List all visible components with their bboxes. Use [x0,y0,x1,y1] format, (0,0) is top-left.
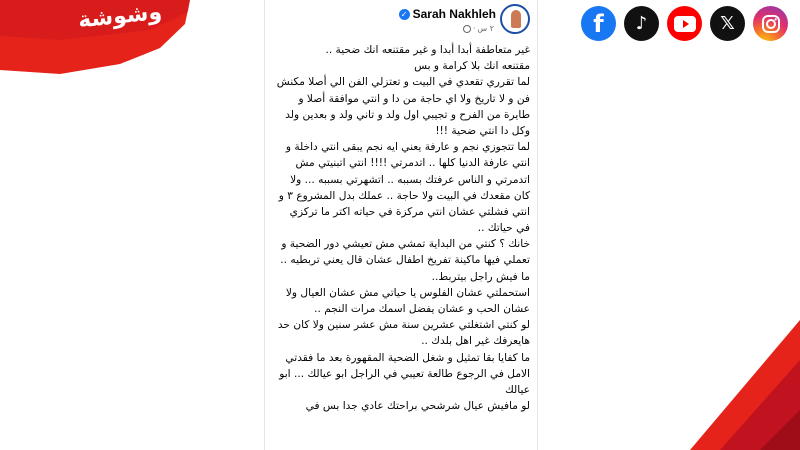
post-text-line: في حياتك .. [477,222,530,235]
post-meta [463,24,494,33]
post-text-line: اتدمرتي و الناس عرفتك بسببه .. اتشهرتي بسببه ... ولا [290,173,530,186]
post-text-line: عشان الحب و عشان يفضل اسمك مرات النجم .. [314,303,530,315]
post-text-line: وكل دا انتي ضحية !!! [435,124,530,137]
post-text-line: مقتنعه انك بلا كرامة و بس [414,60,530,73]
post-header [268,4,530,38]
post-text [268,42,530,414]
social-links [581,6,788,41]
youtube-icon[interactable] [667,6,702,41]
verified-badge-icon: ✓ [399,9,410,20]
post-text-line: فن و لا تاريخ ولا اي حاجة من دا و انتي موافقة أصلا و [298,92,530,105]
post-text-line: لو مافيش عيال شرشحي براحتك عادي جدا بس في [305,400,530,413]
post-text-line: تعملي فيها ماكينة تفريخ اطفال عشان قال يعني تربطيه .. [280,254,530,267]
facebook-post [264,0,538,450]
post-text-line: عيالك [505,383,530,396]
tiktok-icon[interactable]: ♪ [624,6,659,41]
avatar-photo [511,10,521,28]
decorative-corner [690,320,800,450]
post-text-line: طايرة من الفرح و تجيبي اول ولد و تاني ولد و بعدين ولد [285,108,530,121]
post-text-line: هايعرفك غير اهل بلدك .. [421,335,530,348]
post-text-line: لما تتجوزي نجم و عارفة يعني ايه نجم يبقى انتي داخلة و [285,141,530,154]
brand-logo [0,0,190,80]
post-text-line: خانك ؟ كنتي من البداية تمشي مش تعيشي دور الضحية و [281,238,530,251]
post-text-line: ما كفايا بقا تمثيل و شغل الضحية المقهورة بعد ما فقدتي [285,351,530,364]
instagram-camera-icon [761,14,781,34]
meta-separator: · [472,24,476,33]
globe-icon [463,25,471,33]
brand-logo-text: وشوشة [76,0,164,34]
post-timestamp[interactable]: ٢ س [477,24,494,33]
post-text-line: لما تقرري تقعدي في البيت و تعتزلي الفن الي أصلا مكنش [276,76,530,89]
avatar[interactable] [500,4,530,34]
x-icon[interactable]: 𝕏 [710,6,745,41]
author-row [399,7,496,21]
post-text-line: الامل في الرجوع طالعة تعيبي في الراجل ابو عيالك ... ابو [279,367,530,380]
post-text-line: ما فيش راجل بيتربط.. [431,270,530,283]
facebook-icon[interactable]: f [581,6,616,41]
author-name[interactable]: Sarah Nakhleh [412,7,496,21]
post-text-line: استحملتي عشان الفلوس يا حياتي مش عشان العيال ولا [285,286,530,299]
post-text-line: انتي فشلتي عشان انتي مركزة في حياته اكتر ما تركزي [289,205,530,218]
post-text-line: غير متعاطفة أبدا أبدا و غير مقتنعه انك ضحية .. [325,44,530,56]
post-text-line: انتي عارفة الدنيا كلها .. اتدمرتي !!!! انتي اتبنيتي مش [295,157,530,170]
instagram-icon[interactable] [753,6,788,41]
youtube-play-icon [674,16,696,32]
post-text-line: كان مقعدك في البيت ولا حاجة .. عملك بدل المشروع ٣ و [278,189,530,202]
post-text-line: لو كنتي اشتغلتي عشرين سنة مش عشر سنين ولا كان حد [277,319,530,332]
